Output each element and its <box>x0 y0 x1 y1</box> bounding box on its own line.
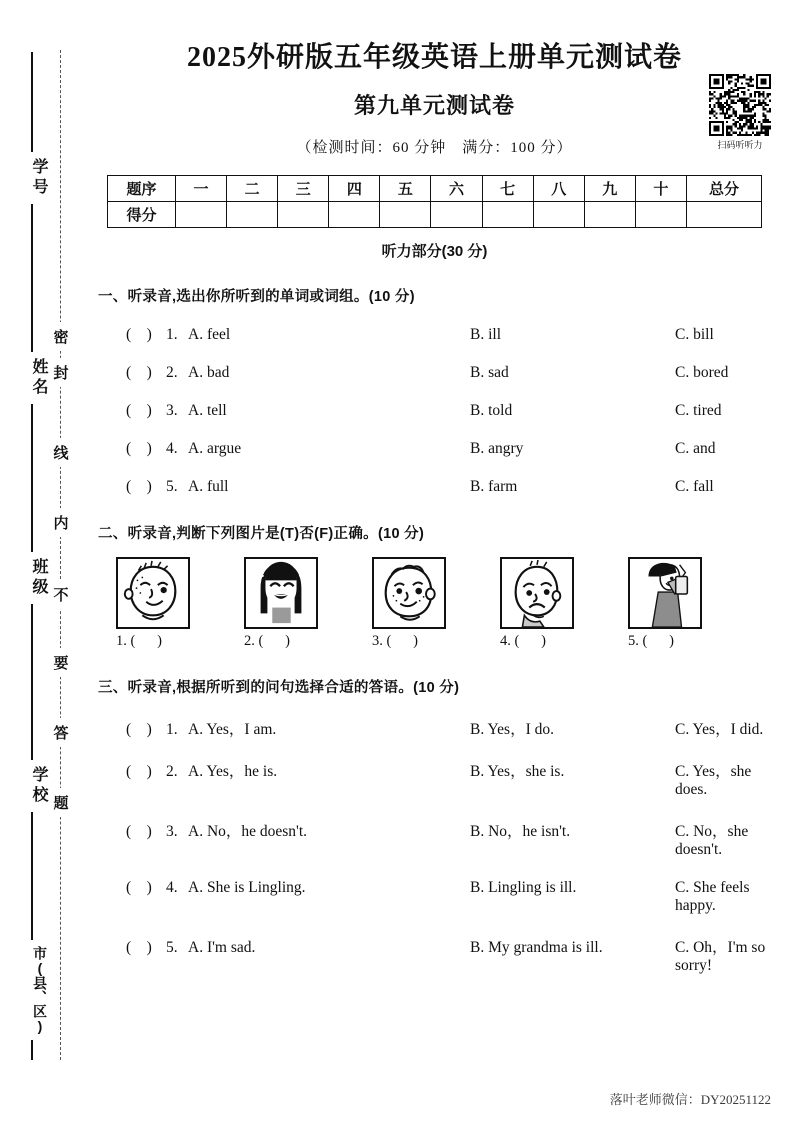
section-three-heading: 三、听录音,根据所听到的问句选择合适的答语。(10 分) <box>98 680 460 696</box>
option-c[interactable]: C. Oh，I'm so sorry! <box>675 939 766 974</box>
question-row[interactable] <box>98 759 771 799</box>
option-a[interactable]: A. full <box>188 478 229 495</box>
question-row[interactable] <box>98 935 771 975</box>
person-drinking-icon <box>628 557 702 629</box>
option-b[interactable]: B. Yes，she is. <box>470 763 565 780</box>
answer-bracket[interactable]: ( ) <box>126 763 152 780</box>
option-c[interactable]: C. Yes，I did. <box>675 721 764 738</box>
score-table-col-3: 三 <box>278 176 329 202</box>
seal-field-class: 班级 <box>14 552 50 604</box>
option-c[interactable]: C. Yes，she does. <box>675 763 752 798</box>
option-c[interactable]: C. fall <box>675 478 714 495</box>
question-number: 3. <box>166 823 178 840</box>
qr-caption: 扫码听听力 <box>717 140 763 150</box>
option-b[interactable]: B. told <box>470 402 513 419</box>
score-table-col-8: 八 <box>533 176 584 202</box>
option-c[interactable]: C. tired <box>675 402 722 419</box>
picture-cell-3[interactable] <box>372 557 500 650</box>
question-number: 5. <box>166 478 178 495</box>
score-cell-total[interactable] <box>687 202 762 228</box>
question-row[interactable] <box>98 326 771 344</box>
score-cell-3[interactable] <box>278 202 329 228</box>
question-row[interactable] <box>98 478 771 496</box>
score-cell-6[interactable] <box>431 202 482 228</box>
exam-paper-body <box>90 0 793 1122</box>
score-table-col-9: 九 <box>584 176 635 202</box>
picture-judgement-row <box>98 557 771 650</box>
option-a[interactable]: A. No，he doesn't. <box>188 823 308 840</box>
seal-notice-char-ti: 题 <box>49 788 73 817</box>
seal-field-student-id: 学号 <box>14 152 50 204</box>
score-table-col-4: 四 <box>329 176 380 202</box>
picture-label-3[interactable]: 3. ( ) <box>372 633 418 649</box>
picture-cell-5[interactable] <box>628 557 756 650</box>
option-b[interactable]: B. sad <box>470 364 509 381</box>
seal-notice-char-mi: 密 <box>49 322 73 351</box>
page-title: 2025外研版五年级英语上册单元测试卷 <box>186 42 682 73</box>
question-row[interactable] <box>98 364 771 382</box>
seal-field-name: 姓名 <box>14 352 50 404</box>
option-a[interactable]: A. She is Lingling. <box>188 879 306 896</box>
question-row[interactable] <box>98 717 771 739</box>
question-number: 2. <box>166 364 178 381</box>
option-b[interactable]: B. My grandma is ill. <box>470 939 603 956</box>
answer-bracket[interactable]: ( ) <box>126 939 152 956</box>
answer-bracket[interactable]: ( ) <box>126 478 152 495</box>
score-table-row-label-index: 题序 <box>108 176 176 202</box>
section-two-heading: 二、听录音,判断下列图片是(T)否(F)正确。(10 分) <box>98 526 425 542</box>
question-number: 1. <box>166 721 178 738</box>
table-row-scores <box>108 202 762 228</box>
seal-notice-char-da: 答 <box>49 718 73 747</box>
picture-label-5[interactable]: 5. ( ) <box>628 633 674 649</box>
score-table-col-6: 六 <box>431 176 482 202</box>
option-a[interactable]: A. Yes，I am. <box>188 721 277 738</box>
question-number: 1. <box>166 326 178 343</box>
answer-bracket[interactable]: ( ) <box>126 823 152 840</box>
section-three <box>98 676 771 975</box>
option-b[interactable]: B. farm <box>470 478 518 495</box>
option-a[interactable]: A. argue <box>188 440 242 457</box>
score-cell-4[interactable] <box>329 202 380 228</box>
score-cell-2[interactable] <box>227 202 278 228</box>
option-a[interactable]: A. bad <box>188 364 230 381</box>
picture-cell-4[interactable] <box>500 557 628 650</box>
score-cell-7[interactable] <box>482 202 533 228</box>
seal-dashed-rule <box>60 50 61 1060</box>
question-number: 4. <box>166 440 178 457</box>
picture-cell-1[interactable] <box>116 557 244 650</box>
question-number: 5. <box>166 939 178 956</box>
score-cell-5[interactable] <box>380 202 431 228</box>
picture-label-4[interactable]: 4. ( ) <box>500 633 546 649</box>
option-b[interactable]: B. ill <box>470 326 502 343</box>
seal-notice-char-feng: 封 <box>49 358 73 387</box>
option-a[interactable]: A. feel <box>188 326 231 343</box>
answer-bracket[interactable]: ( ) <box>126 879 152 896</box>
smiling-boy-face-icon <box>116 557 190 629</box>
score-table-col-10: 十 <box>635 176 686 202</box>
option-a[interactable]: A. Yes，he is. <box>188 763 278 780</box>
option-c[interactable]: C. bored <box>675 364 729 381</box>
question-number: 3. <box>166 402 178 419</box>
seal-notice-char-bu: 不 <box>49 580 73 609</box>
happy-girl-face-icon <box>244 557 318 629</box>
page-subtitle: 第九单元测试卷 <box>353 93 515 118</box>
score-table <box>107 175 762 228</box>
option-c[interactable]: C. No，she doesn't. <box>675 823 749 858</box>
option-b[interactable]: B. Lingling is ill. <box>470 879 577 896</box>
question-row[interactable] <box>98 879 771 915</box>
option-b[interactable]: B. angry <box>470 440 524 457</box>
picture-cell-2[interactable] <box>244 557 372 650</box>
score-table-col-total: 总分 <box>687 176 762 202</box>
option-c[interactable]: C. She feels happy. <box>675 879 750 914</box>
score-table-col-2: 二 <box>227 176 278 202</box>
seal-field-district: 市(县、区) <box>14 940 50 1040</box>
score-cell-8[interactable] <box>533 202 584 228</box>
seal-margin-area <box>0 0 90 1122</box>
answer-bracket[interactable]: ( ) <box>126 326 152 343</box>
footer-credit: 落叶老师微信：DY20251122 <box>609 1092 771 1107</box>
score-cell-10[interactable] <box>635 202 686 228</box>
question-number: 2. <box>166 763 178 780</box>
score-table-col-5: 五 <box>380 176 431 202</box>
seal-notice-char-yao: 要 <box>49 648 73 677</box>
answer-bracket[interactable]: ( ) <box>126 364 152 381</box>
score-table-row-label-score: 得分 <box>108 202 176 228</box>
exam-info-line: （检测时间：60 分钟 满分：100 分） <box>296 140 573 156</box>
picture-label-1[interactable]: 1. ( ) <box>116 633 162 649</box>
answer-bracket[interactable]: ( ) <box>126 440 152 457</box>
seal-field-school: 学校 <box>14 760 50 812</box>
score-table-col-1: 一 <box>176 176 227 202</box>
option-b[interactable]: B. Yes，I do. <box>470 721 554 738</box>
score-cell-1[interactable] <box>176 202 227 228</box>
sad-boy-face-icon <box>500 557 574 629</box>
listening-qr-block[interactable] <box>703 74 777 151</box>
question-number: 4. <box>166 879 178 896</box>
listening-part-banner: 听力部分(30 分) <box>381 243 488 260</box>
seal-notice-char-xian: 线 <box>49 438 73 467</box>
answer-bracket[interactable]: ( ) <box>126 402 152 419</box>
boy-face-icon <box>372 557 446 629</box>
qr-code-icon[interactable] <box>709 74 771 136</box>
question-row[interactable] <box>98 402 771 420</box>
section-one-heading: 一、听录音,选出你所听到的单词或词组。(10 分) <box>98 289 415 305</box>
question-row[interactable] <box>98 440 771 458</box>
option-b[interactable]: B. No，he isn't. <box>470 823 571 840</box>
seal-notice-char-nei: 内 <box>49 508 73 537</box>
option-c[interactable]: C. and <box>675 440 716 457</box>
question-row[interactable] <box>98 819 771 859</box>
picture-label-2[interactable]: 2. ( ) <box>244 633 290 649</box>
answer-bracket[interactable]: ( ) <box>126 721 152 738</box>
option-c[interactable]: C. bill <box>675 326 714 343</box>
score-cell-9[interactable] <box>584 202 635 228</box>
option-a[interactable]: A. I'm sad. <box>188 939 256 956</box>
option-a[interactable]: A. tell <box>188 402 227 419</box>
table-row-header <box>108 176 762 202</box>
score-table-col-7: 七 <box>482 176 533 202</box>
section-one <box>98 285 771 496</box>
section-two <box>98 522 771 650</box>
